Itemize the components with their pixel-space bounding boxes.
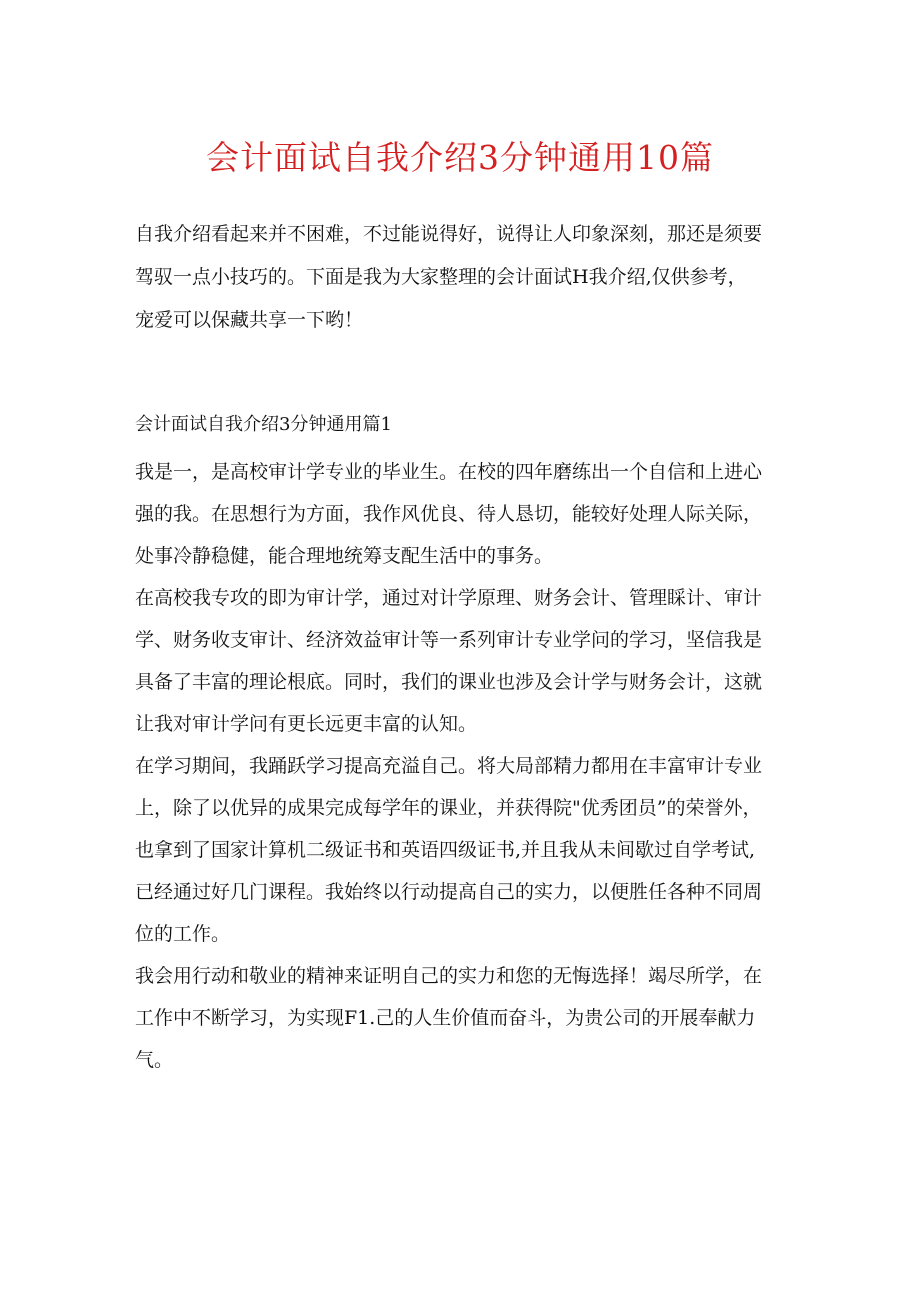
intro-line: 宠爱可以保藏共享一下哟！: [135, 309, 364, 331]
body-line: 强的我。在思想行为方面，我作风优良、待人恳切，能较好处理人际关际，: [135, 503, 763, 525]
body-paragraph-2: [135, 577, 805, 745]
body-paragraph-4: [135, 955, 805, 1081]
body-line: 也拿到了国家计算机二级证书和英语四级证书,并且我从未间歇过自学考试,: [135, 839, 756, 861]
body-line: 让我对审计学问有更长远更丰富的认知。: [135, 713, 478, 735]
section-heading: 会计面试自我介绍3分钟通用篇1: [135, 414, 392, 435]
body-paragraph-3: [135, 745, 805, 955]
body-line: 学、财务收支审计、经济效益审计等一系列审计专业学问的学习，坚信我是: [135, 629, 763, 651]
intro-line: 自我介绍看起来并不困难，不过能说得好，说得让人印象深刻，那还是须要: [135, 223, 763, 245]
document-title: 会计面试自我介绍3分钟通用10篇: [206, 138, 714, 177]
body-line: 上，除了以优异的成果完成每学年的课业，并获得院"优秀团员”的荣誉外，: [135, 797, 762, 819]
body-paragraph-1: [135, 451, 805, 577]
section-body: [135, 451, 805, 1081]
body-line: 处事冷静稳健，能合理地统筹支配生活中的事务。: [135, 545, 554, 567]
body-line: 在学习期间，我踊跃学习提高充溢自己。将大局部精力都用在丰富审计专业: [135, 755, 763, 777]
body-line: 已经通过好几门课程。我始终以行动提高自己的实力，以便胜任各种不同周: [135, 881, 763, 903]
intro-paragraph: [135, 213, 795, 342]
body-line: 我会用行动和敬业的精神来证明自己的实力和您的无悔选择！竭尽所学，在: [135, 965, 763, 987]
body-line: 在高校我专攻的即为审计学，通过对计学原理、财务会计、管理睬计、审计: [135, 587, 763, 609]
body-line: 工作中不断学习，为实现F1.己的人生价值而奋斗，为贵公司的开展奉献力: [135, 1007, 756, 1029]
body-line: 气。: [135, 1049, 174, 1071]
body-line: 具备了丰富的理论根底。同时，我们的课业也涉及会计学与财务会计，这就: [135, 671, 763, 693]
intro-line: 驾驭一点小技巧的。下面是我为大家整理的会计面试H我介绍,仅供参考，: [135, 266, 747, 288]
body-line: 位的工作。: [135, 923, 231, 945]
body-line: 我是一，是高校审计学专业的毕业生。在校的四年磨练出一个自信和上进心: [135, 461, 763, 483]
